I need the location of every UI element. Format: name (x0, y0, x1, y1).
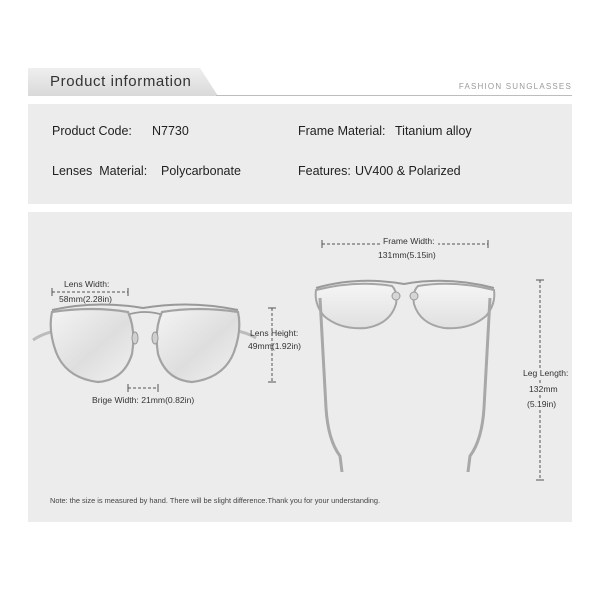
frame-material-label: Frame Material: (298, 124, 386, 138)
product-code-value: N7730 (152, 124, 189, 138)
frame-material-value: Titanium alloy (395, 124, 472, 138)
dimensions-panel (28, 212, 572, 522)
leg-length-arrow (536, 280, 544, 480)
product-code-label: Product Code: (52, 124, 132, 138)
sunglasses-rear-icon (316, 281, 495, 472)
leg-length-value-mm: 132mm (529, 384, 558, 394)
section-header (28, 68, 572, 96)
frame-width-value: 131mm(5.15in) (378, 250, 436, 260)
lens-height-value: 49mm(1.92in) (248, 341, 302, 351)
features-value: UV400 & Polarized (355, 164, 461, 178)
bridge-width-label: Brige Width: 21mm(0.82in) (92, 395, 195, 405)
product-info-panel (28, 104, 572, 204)
lens-width-value: 58mm(2.28in) (59, 294, 113, 304)
dimension-diagram (28, 212, 572, 522)
measurement-note: Note: the size is measured by hand. There will be slight difference.Thank you for your understanding. (50, 496, 381, 505)
frame-width-label: Frame Width: (380, 236, 438, 246)
sunglasses-front-icon (33, 304, 256, 382)
lenses-material-value: Polycarbonate (161, 164, 241, 178)
bridge-width-arrow (128, 384, 158, 392)
brand-subtitle: FASHION SUNGLASSES (458, 82, 572, 91)
section-title: Product information (50, 73, 192, 90)
leg-length-label: Leg Length: (523, 368, 569, 378)
lens-height-label: Lens Height: (250, 328, 299, 338)
leg-length-value-in: (5.19in) (527, 399, 557, 409)
features-label: Features: (298, 164, 351, 178)
lenses-material-label: Lenses Material: (52, 164, 148, 178)
lens-width-label: Lens Width: (64, 279, 110, 289)
header-divider (216, 95, 572, 96)
